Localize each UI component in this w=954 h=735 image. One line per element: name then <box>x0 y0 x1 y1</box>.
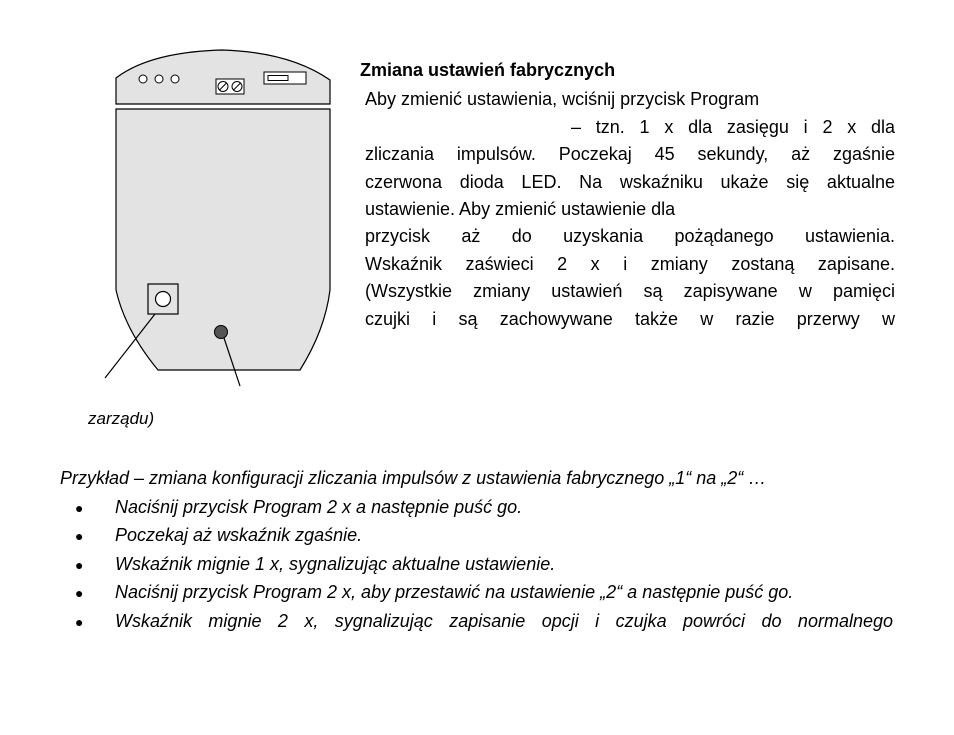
indicator-hole-2 <box>155 75 163 83</box>
led-indicator-icon <box>215 326 228 339</box>
paragraph-line: Wskaźnik zaświeci 2 x i zmiany zostaną zapisane. <box>365 254 895 274</box>
indicator-hole-1 <box>139 75 147 83</box>
bullet-icon: ● <box>75 557 84 573</box>
list-item: Wskaźnik mignie 1 x, sygnalizując aktualne ustawienie. <box>115 554 556 574</box>
bullet-icon: ● <box>75 500 84 516</box>
section-heading: Zmiana ustawień fabrycznych <box>360 60 616 80</box>
list-item: Naciśnij przycisk Program 2 x a następnie puść go. <box>115 497 523 517</box>
bullet-icon: ● <box>75 585 84 601</box>
paragraph-line: – tzn. 1 x dla zasięgu i 2 x dla <box>571 117 895 137</box>
example-intro: Przykład – zmiana konfiguracji zliczania impulsów z ustawienia fabrycznego „1“ na „2“ … <box>60 468 767 488</box>
paragraph-line: czerwona dioda LED. Na wskaźniku ukaże się aktualne <box>365 172 895 192</box>
paragraph-line: ustawienie. Aby zmienić ustawienie dla <box>365 199 676 219</box>
paragraph-line: czujki i są zachowywane także w razie przerwy w <box>365 309 895 329</box>
indicator-hole-3 <box>171 75 179 83</box>
paragraph-line: zliczania impulsów. Poczekaj 45 sekundy, aż zgaśnie <box>365 144 895 164</box>
program-button-icon <box>148 284 178 314</box>
continuation-text: zarządu) <box>88 409 155 428</box>
bullet-icon: ● <box>75 614 84 630</box>
terminal-block-icon <box>216 79 244 94</box>
list-item: Poczekaj aż wskaźnik zgaśnie. <box>115 525 363 545</box>
list-item: Naciśnij przycisk Program 2 x, aby przestawić na ustawienie „2“ a następnie puść go. <box>115 582 794 602</box>
bullet-icon: ● <box>75 528 84 544</box>
paragraph-line: przycisk aż do uzyskania pożądanego ustawienia. <box>365 226 895 246</box>
list-item: Wskaźnik mignie 2 x, sygnalizując zapisanie opcji i czujka powróci do normalnego <box>115 611 893 631</box>
connector-slot-icon <box>264 72 306 84</box>
paragraph-line: Aby zmienić ustawienia, wciśnij przycisk Program <box>365 89 760 109</box>
paragraph-line: (Wszystkie zmiany ustawień są zapisywane w pamięci <box>365 281 895 301</box>
